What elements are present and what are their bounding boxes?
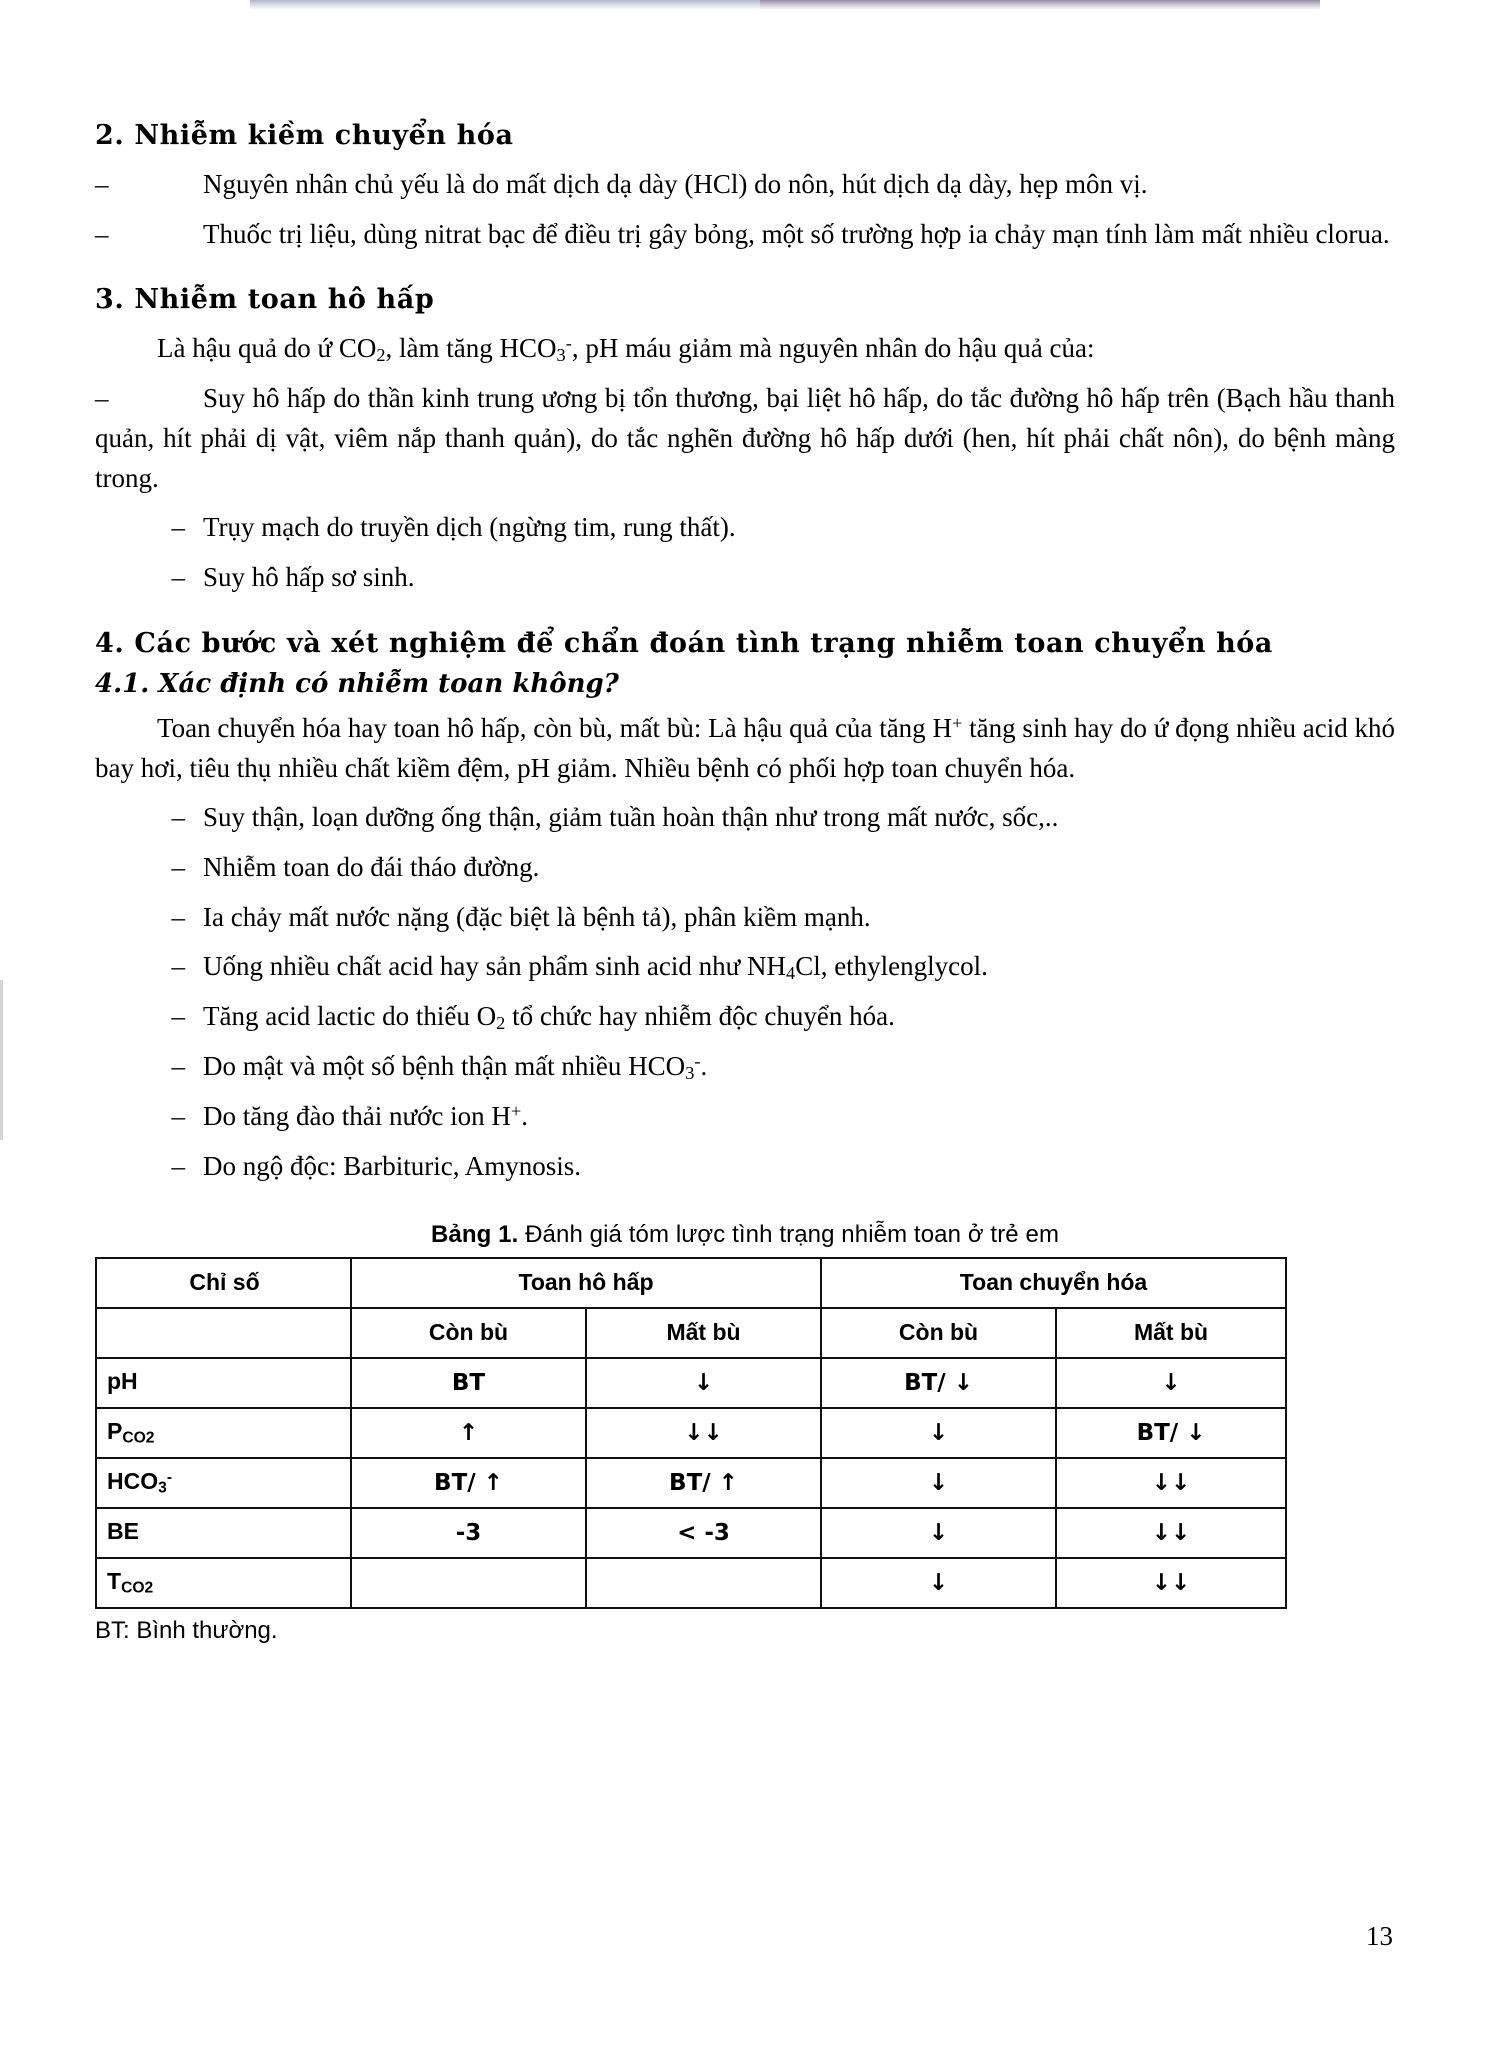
para-text-b: tăng sinh hay do ứ đọng nhiều acid khó bay hơi, tiêu thụ nhiều chất kiềm đệm, pH giảm. Nhiều bệnh có phối hợp toan chuyển hóa. [95,712,1395,783]
cell-pco2-meta-decomp: BT/ ↓ [1056,1408,1286,1458]
scan-artifact-left [250,0,760,10]
bullet-text-a: Tăng acid lactic do thiếu O [203,1001,497,1032]
bullet-dash: – [171,851,185,882]
bullet-2-2 [95,215,1395,255]
bullet-text-a: Do mật và một số bệnh thận mất nhiều HCO [203,1051,686,1082]
cell-hco3-resp-comp: BT/ ↑ [351,1458,586,1508]
bullet-text [203,1047,1395,1087]
bullet-text: Do ngộ độc: Barbituric, Amynosis. [203,1151,581,1181]
bullet-text: Suy hô hấp sơ sinh. [203,562,415,593]
scan-artifact-right [760,0,1320,10]
bullet-dash: – [171,1101,185,1132]
cell-tco2-resp-comp [351,1558,586,1608]
bullet-3-2 [95,508,1395,548]
table-row [96,1358,1286,1408]
bullet-dash: – [171,951,185,982]
bullet-text: Nhiễm toan do đái tháo đường. [203,851,540,882]
para-text-a: Toan chuyển hóa hay toan hô hấp, còn bù, mất bù: Là hậu quả của tăng H [157,712,952,743]
bullet-text [203,1097,1395,1137]
hco3-subscript: 3 [556,345,566,366]
h-plus-superscript: + [951,712,963,733]
bullet-text [203,997,1395,1037]
table-header-row-sub [96,1308,1286,1358]
header-meta-decompensated: Mất bù [1056,1308,1286,1358]
row-label-be [96,1508,351,1558]
header-index: Chỉ số [96,1258,351,1308]
row-label-sub: CO2 [121,1579,154,1597]
o2-subscript: 2 [496,1013,506,1034]
row-label-pco2 [96,1408,351,1458]
cell-hco3-meta-decomp: ↓↓ [1056,1458,1286,1508]
heading-section-4: 4. Các bước và xét nghiệm để chẩn đoán tình trạng nhiễm toan chuyển hóa [95,627,1273,659]
bullet-text-a: Uống nhiều chất acid hay sản phẩm sinh acid như NH [203,951,786,982]
bullet-4-8 [95,1147,1395,1187]
bullet-4-4 [95,947,1395,987]
bullet-dash: – [171,1001,185,1032]
header-group-respiratory: Toan hô hấp [351,1258,821,1308]
bullet-3-1 [95,379,1395,498]
cell-ph-resp-decomp: ↓ [586,1358,821,1408]
bullet-text: Suy thận, loạn dưỡng ống thận, giảm tuần hoàn thận như trong mất nước, sốc,.. [203,802,1059,833]
bullet-text: Trụy mạch do truyền dịch (ngừng tim, rung thất). [203,512,736,543]
h-plus-superscript: + [510,1101,522,1122]
header-index-blank [96,1308,351,1358]
header-resp-compensated: Còn bù [351,1308,586,1358]
table-caption [95,1221,1395,1249]
cell-pco2-resp-comp: ↑ [351,1408,586,1458]
row-label-main: HCO [107,1467,159,1494]
bullet-4-7 [95,1097,1395,1137]
hco3-superscript: - [565,333,572,354]
heading-section-4-1: 4.1. Xác định có nhiễm toan không? [95,668,619,699]
bullet-dash: – [171,1051,185,1082]
bullet-dash: – [95,383,109,414]
cell-be-resp-decomp: < -3 [586,1508,821,1558]
row-label-tco2 [96,1558,351,1608]
bullet-4-5 [95,997,1395,1037]
acidosis-summary-table [95,1257,1287,1609]
bullet-text-b: tổ chức hay nhiễm độc chuyển hóa. [505,1001,895,1032]
cell-tco2-meta-decomp: ↓↓ [1056,1558,1286,1608]
bullet-dash: – [95,169,109,199]
bullet-4-3 [95,898,1395,938]
table-row [96,1508,1286,1558]
bullet-2-1 [95,165,1395,205]
row-label-sub: 3 [158,1479,167,1497]
table-row [96,1408,1286,1458]
bullet-4-1 [95,798,1395,838]
cell-tco2-meta-comp: ↓ [821,1558,1056,1608]
row-label-main: BE [107,1517,139,1544]
bullet-dash: – [171,1151,185,1181]
bullet-text-a: Do tăng đào thải nước ion H [203,1101,511,1132]
bullet-text-b: Cl, ethylenglycol. [795,951,988,982]
row-label-main: pH [107,1367,138,1394]
table-header-row-top [96,1258,1286,1308]
cell-ph-meta-comp: BT/ ↓ [821,1358,1056,1408]
row-label-hco3 [96,1458,351,1508]
row-label-main: T [107,1567,122,1594]
nh4-subscript: 4 [786,963,796,984]
bullet-dash: – [171,512,185,543]
row-label-sub: CO2 [122,1429,155,1447]
bullet-text: Nguyên nhân chủ yếu là do mất dịch dạ dày (HCl) do nôn, hút dịch dạ dày, hẹp môn vị. [203,169,1148,199]
table-row [96,1458,1286,1508]
bullet-3-3 [95,558,1395,598]
cell-tco2-resp-decomp [586,1558,821,1608]
intro-text-c: , pH máu giảm mà nguyên nhân do hậu quả của: [571,333,1095,364]
intro-text-b: , làm tăng HCO [385,333,557,364]
paragraph-section-4-1 [95,709,1395,788]
bullet-dash: – [171,802,185,833]
header-group-metabolic: Toan chuyển hóa [821,1258,1286,1308]
cell-hco3-meta-comp: ↓ [821,1458,1056,1508]
paragraph-section-3-intro [95,329,1395,369]
scan-edge-line [0,980,3,1140]
bullet-text [203,947,1395,987]
cell-be-meta-decomp: ↓↓ [1056,1508,1286,1558]
cell-ph-resp-comp: BT [351,1358,586,1408]
document-content [95,120,1395,1645]
table-row [96,1558,1286,1608]
heading-section-3: 3. Nhiễm toan hô hấp [95,284,435,316]
co2-subscript: 2 [376,345,386,366]
bullet-4-6 [95,1047,1395,1087]
cell-be-resp-comp: -3 [351,1508,586,1558]
bullet-text: Suy hô hấp do thần kinh trung ương bị tổn thương, bại liệt hô hấp, do tắc đường hô hấp trên (Bạch hầu thanh quản, hít phải dị vật, viêm nắp thanh quản), do tắc nghẽn đường hô hấp dưới (hen, hít phải chất nôn), do bệnh màng trong. [95,383,1395,493]
bullet-text-b: . [700,1051,708,1082]
cell-pco2-resp-decomp: ↓↓ [586,1408,821,1458]
table-caption-label: Bảng 1. [430,1220,519,1248]
bullet-dash: – [171,901,185,932]
table-caption-text: Đánh giá tóm lược tình trạng nhiễm toan ở trẻ em [518,1220,1060,1248]
bullet-4-2 [95,848,1395,888]
bullet-dash: – [171,562,185,593]
cell-be-meta-comp: ↓ [821,1508,1056,1558]
row-label-sup: - [166,1469,173,1487]
bullet-text: Thuốc trị liệu, dùng nitrat bạc để điều trị gây bỏng, một số trường hợp ia chảy mạn tính làm mất nhiều clorua. [203,218,1390,249]
row-label-main: P [107,1417,123,1444]
header-resp-decompensated: Mất bù [586,1308,821,1358]
page-number: 13 [1366,1921,1393,1951]
hco3-superscript: - [694,1051,701,1072]
intro-text-a: Là hậu quả do ứ CO [157,333,377,364]
cell-hco3-resp-decomp: BT/ ↑ [586,1458,821,1508]
row-label-ph [96,1358,351,1408]
hco3-subscript: 3 [685,1063,695,1084]
cell-pco2-meta-comp: ↓ [821,1408,1056,1458]
bullet-text: Ia chảy mất nước nặng (đặc biệt là bệnh tả), phân kiềm mạnh. [203,901,871,932]
header-meta-compensated: Còn bù [821,1308,1056,1358]
cell-ph-meta-decomp: ↓ [1056,1358,1286,1408]
bullet-dash: – [95,218,109,249]
table-footnote: BT: Bình thường. [95,1616,278,1644]
heading-section-2: 2. Nhiễm kiềm chuyển hóa [95,120,514,151]
bullet-text-b: . [521,1101,528,1132]
